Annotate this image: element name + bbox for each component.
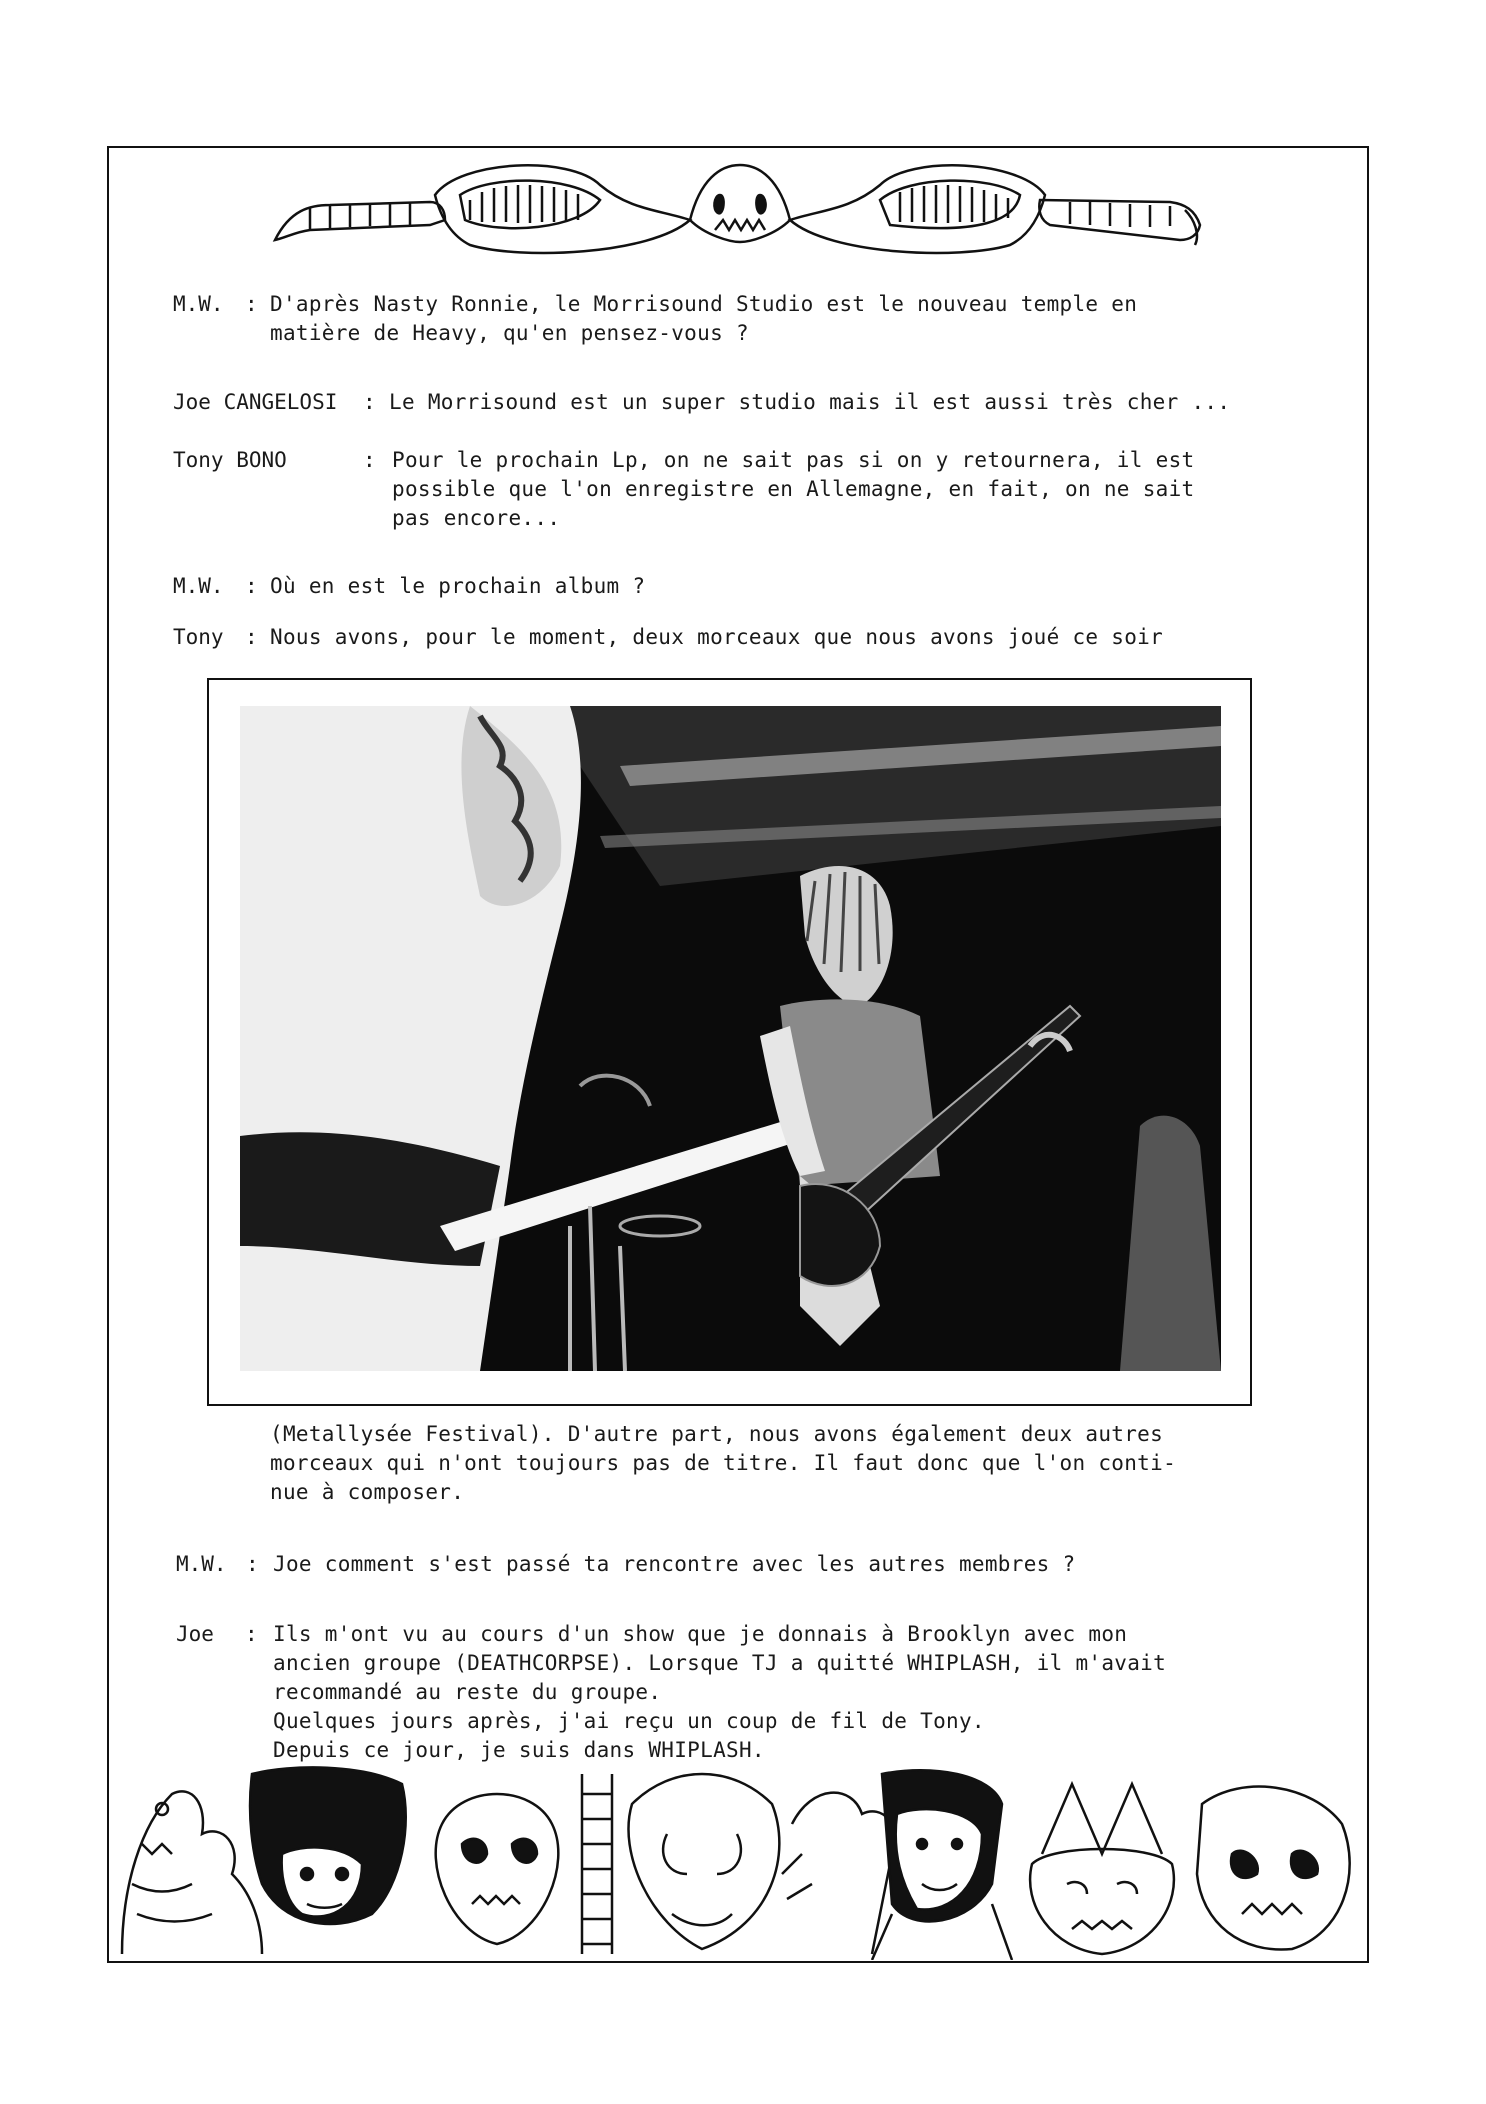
question-line: Joe comment s'est passé ta rencontre avec les autres membres ? bbox=[273, 1552, 1076, 1576]
answer-line: nue à composer. bbox=[270, 1480, 465, 1504]
speaker-mw: M.W. bbox=[173, 292, 224, 316]
separator: : bbox=[246, 1552, 259, 1576]
answer-line: Quelques jours après, j'ai reçu un coup de fil de Tony. bbox=[273, 1709, 985, 1733]
separator: : bbox=[363, 390, 376, 414]
separator: : bbox=[245, 625, 258, 649]
question-line: Où en est le prochain album ? bbox=[270, 574, 646, 598]
speaker-mw: M.W. bbox=[176, 1552, 227, 1576]
speaker-joe-cangelosi: Joe CANGELOSI bbox=[173, 390, 338, 414]
separator: : bbox=[245, 292, 258, 316]
question-line: matière de Heavy, qu'en pensez-vous ? bbox=[270, 321, 749, 345]
answer-line: Depuis ce jour, je suis dans WHIPLASH. bbox=[273, 1738, 765, 1762]
question-line: D'après Nasty Ronnie, le Morrisound Studio est le nouveau temple en bbox=[270, 292, 1138, 316]
separator: : bbox=[363, 448, 376, 472]
answer-line: Le Morrisound est un super studio mais il est aussi très cher ... bbox=[389, 390, 1231, 414]
answer-line: possible que l'on enregistre en Allemagne, en fait, on ne sait bbox=[392, 477, 1195, 501]
speaker-tony-bono: Tony BONO bbox=[173, 448, 287, 472]
skull-teeth-ornament bbox=[270, 150, 1210, 265]
speaker-joe: Joe bbox=[176, 1622, 214, 1646]
separator: : bbox=[245, 1622, 258, 1646]
answer-line: Pour le prochain Lp, on ne sait pas si on y retournera, il est bbox=[392, 448, 1195, 472]
monster-border-illustration bbox=[112, 1764, 1364, 1960]
answer-line: morceaux qui n'ont toujours pas de titre. Il faut donc que l'on conti- bbox=[270, 1451, 1177, 1475]
separator: : bbox=[245, 574, 258, 598]
speaker-mw: M.W. bbox=[173, 574, 224, 598]
answer-line: Ils m'ont vu au cours d'un show que je donnais à Brooklyn avec mon bbox=[273, 1622, 1128, 1646]
answer-line: recommandé au reste du groupe. bbox=[273, 1680, 662, 1704]
answer-line: Nous avons, pour le moment, deux morceaux que nous avons joué ce soir bbox=[270, 625, 1164, 649]
concert-photo-illustration bbox=[240, 706, 1221, 1371]
concert-photo bbox=[240, 706, 1221, 1371]
answer-line: pas encore... bbox=[392, 506, 561, 530]
answer-line: ancien groupe (DEATHCORPSE). Lorsque TJ a quitté WHIPLASH, il m'avait bbox=[273, 1651, 1167, 1675]
speaker-tony: Tony bbox=[173, 625, 224, 649]
answer-line: (Metallysée Festival). D'autre part, nous avons également deux autres bbox=[270, 1422, 1164, 1446]
